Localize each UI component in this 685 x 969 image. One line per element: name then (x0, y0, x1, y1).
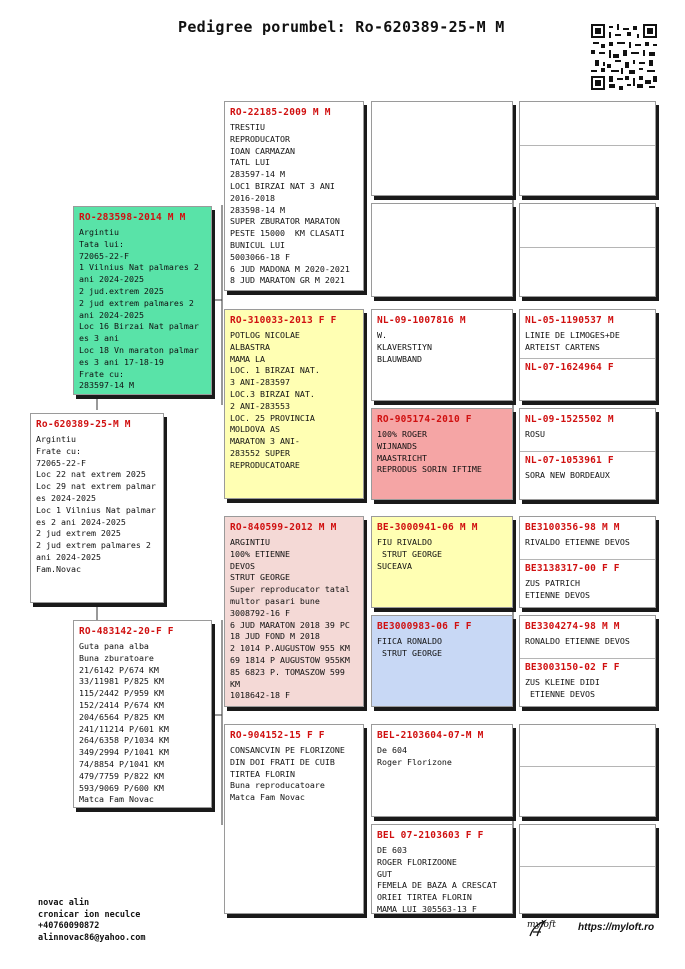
gggp-bottom-ring-number: BE3003150-02 F F (525, 661, 620, 673)
sire-dam-card[interactable] (224, 309, 364, 499)
gggp-pair-5[interactable] (519, 516, 656, 608)
ggp-ring-number: BEL 07-2103603 F F (377, 830, 484, 841)
ggp-ring-number: RO-905174-2010 F (377, 414, 472, 425)
ggp-ring-number: BE3000983-06 F F (377, 621, 472, 632)
dam-sire-details: ARGINTIU 100% ETIENNE DEVOS STRUT GEORGE Super reproducator tatal multor pasari bune 3008792-16 F 6 JUD MARATON 2018 39 PC 18 JUD FOND M 2018 2 1014 P.AUGUSTOW 955 KM 69 1814 P AUGUSTOW 955KM 85 6823 P. TOMASZOW 599 KM 1018642-18 F (230, 537, 350, 701)
sire-sire-ring-number: RO-22185-2009 M M (230, 107, 331, 118)
gggp-divider (520, 866, 655, 867)
sire-sire-details: TRESTIU REPRODUCATOR IOAN CARMAZAN TATL LUI 283597-14 M LOC1 BIRZAI NAT 3 ANI 2016-2018 283598-14 M SUPER ZBURATOR MARATON PESTE 15000 KM CLASATI BUNICUL LUI 5003066-18 F 6 JUD MADONA M 2020-2021 8 JUD MARATON GR M 2021 (230, 122, 350, 286)
ggp-card-7[interactable] (371, 724, 513, 817)
gggp-bottom-ring-number: BE3138317-00 F F (525, 562, 620, 574)
ggp-details: DE 603 ROGER FLORIZOONE GUT FEMELA DE BAZA A CRESCAT ORIEI TIRTEA FLORIN MAMA LUI 305563-13 F (377, 845, 497, 914)
gggp-divider (520, 247, 655, 248)
gggp-bottom-details: ZUS KLEINE DIDI ETIENNE DEVOS (525, 676, 600, 699)
ggp-card-2[interactable] (371, 203, 513, 297)
ggp-card-4[interactable] (371, 408, 513, 500)
ggp-details: 100% ROGER WIJNANDS MAASTRICHT REPRODUS SORIN IFTIME (377, 429, 482, 475)
gggp-divider (520, 145, 655, 146)
sire-dam-details: POTLOG NICOLAE ALBASTRA MAMA LA LOC. 1 BIRZAI NAT. 3 ANI-283597 LOC.3 BIRZAI NAT. 2 ANI-283553 LOC. 25 PROVINCIA MOLDOVA AS MARATON 3 ANI- 283552 SUPER REPRODUCATOARE (230, 330, 320, 470)
gggp-divider (520, 559, 655, 560)
gggp-top-details: LINIE DE LIMOGES+DE ARTEIST CARTENS (525, 330, 620, 352)
dam-dam-details: CONSANCVIN PE FLORIZONE DIN DOI FRATI DE CUIB TIRTEA FLORIN Buna reproducatoare Matca Fam Novac (230, 745, 345, 803)
gggp-bottom-ring-number: NL-07-1053961 F (525, 454, 614, 466)
dam-ring-number: RO-483142-20-F F (79, 626, 174, 637)
ggp-card-8[interactable] (371, 824, 513, 914)
sire-ring-number: RO-283598-2014 M M (79, 212, 186, 223)
gggp-divider (520, 451, 655, 452)
owner-address: cronicar ion neculce (38, 909, 141, 920)
sire-sire-card[interactable] (224, 101, 364, 291)
owner-email[interactable]: alinnovac86@yahoo.com (38, 932, 146, 943)
subject-pigeon-card[interactable] (30, 413, 164, 603)
ggp-details: FIICA RONALDO STRUT GEORGE (377, 636, 442, 658)
gggp-pair-7[interactable] (519, 724, 656, 817)
brand-logo-text: myloft (527, 920, 556, 930)
dam-details: Guta pana alba Buna zburatoare 21/6142 P/674 KM 33/11981 P/825 KM 115/2442 P/959 KM 152/2414 P/674 KM 204/6564 P/825 KM 241/11214 P/601 KM 264/6358 P/1034 KM 349/2994 P/1041 KM 74/8854 P/1041 KM 479/7759 P/822 KM 593/9069 P/600 KM Matca Fam Novac (79, 641, 169, 805)
gggp-divider (520, 766, 655, 767)
ggp-details: W. KLAVERSTIYN BLAUWBAND (377, 330, 432, 364)
ggp-card-1[interactable] (371, 101, 513, 196)
sire-details: Argintiu Tata lui: 72065-22-F 1 Vilnius Nat palmares 2 ani 2024-2025 2 jud.extrem 2025 2 jud extrem palmares 2 ani 2024-2025 Loc 16 Birzai Nat palmar es 3 ani Loc 18 Vn maraton palmar es 3 ani 17-18-19 Frate cu: 283597-14 M (79, 227, 199, 391)
page-title: Pedigree porumbel: Ro-620389-25-M M (178, 18, 505, 36)
ggp-details: De 604 Roger Florizone (377, 745, 452, 767)
gggp-top-details: RONALDO ETIENNE DEVOS (525, 636, 630, 646)
sire-card[interactable] (73, 206, 212, 395)
gggp-divider (520, 358, 655, 359)
dam-sire-ring-number: RO-840599-2012 M M (230, 522, 337, 533)
subject-ring-number: Ro-620389-25-M M (36, 419, 131, 430)
dam-dam-card[interactable] (224, 724, 364, 914)
gggp-bottom-details: SORA NEW BORDEAUX (525, 469, 610, 480)
subject-details: Argintiu Frate cu: 72065-22-F Loc 22 nat extrem 2025 Loc 29 nat extrem palmar es 2024-2025 Loc 1 Vilnius Nat palmar es 2 ani 2024-2025 2 jud extrem 2025 2 jud extrem palmares 2 ani 2024-2025 Fam.Novac (36, 434, 156, 574)
gggp-bottom-ring-number: NL-07-1624964 F (525, 361, 614, 373)
gggp-top-ring-number: BE3304274-98 M M (525, 621, 620, 632)
gggp-bottom-details: ZUS PATRICH ETIENNE DEVOS (525, 577, 590, 600)
ggp-card-3[interactable] (371, 309, 513, 401)
sire-dam-ring-number: RO-310033-2013 F F (230, 315, 337, 326)
gggp-top-ring-number: NL-09-1525502 M (525, 414, 614, 425)
gggp-top-ring-number: BE3100356-98 M M (525, 522, 620, 533)
gggp-pair-6[interactable] (519, 615, 656, 707)
owner-contact (38, 898, 145, 944)
ggp-details: FIU RIVALDO STRUT GEORGE SUCEAVA (377, 537, 442, 571)
gggp-top-ring-number: NL-05-1190537 M (525, 315, 614, 326)
ggp-card-5[interactable] (371, 516, 513, 608)
ggp-card-6[interactable] (371, 615, 513, 707)
brand-url-link[interactable]: https://myloft.ro (578, 922, 655, 933)
gggp-pair-2[interactable] (519, 203, 656, 297)
dam-sire-card[interactable] (224, 516, 364, 707)
gggp-pair-1[interactable] (519, 101, 656, 196)
ggp-ring-number: NL-09-1007816 M (377, 315, 466, 326)
gggp-top-details: ROSU (525, 429, 545, 439)
gggp-pair-8[interactable] (519, 824, 656, 914)
ggp-ring-number: BE-3000941-06 M M (377, 522, 478, 533)
dam-dam-ring-number: RO-904152-15 F F (230, 730, 325, 741)
owner-phone[interactable]: +40760090872 (38, 921, 100, 931)
dam-card[interactable] (73, 620, 212, 808)
gggp-divider (520, 658, 655, 659)
owner-name: novac alin (38, 898, 90, 908)
gggp-pair-4[interactable] (519, 408, 656, 500)
ggp-ring-number: BEL-2103604-07-M M (377, 730, 484, 741)
gggp-top-details: RIVALDO ETIENNE DEVOS (525, 537, 630, 547)
gggp-pair-3[interactable] (519, 309, 656, 401)
